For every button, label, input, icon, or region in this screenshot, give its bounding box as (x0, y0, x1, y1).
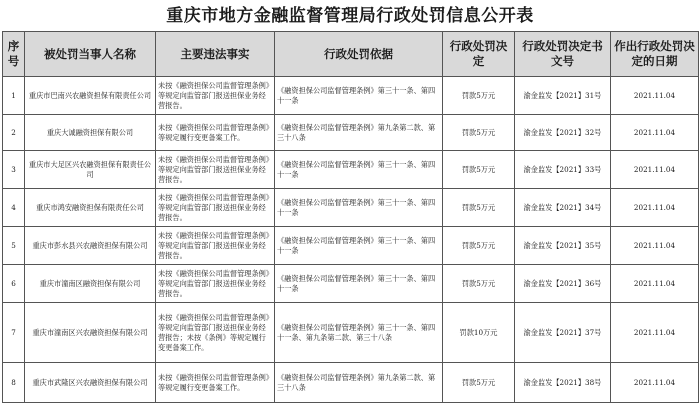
cell-penalty-decision: 罚款10万元 (443, 303, 515, 363)
table-row (3, 227, 699, 265)
cell-document-number: 渝金监发【2021】34号 (515, 189, 611, 227)
cell-party-name: 重庆市潼南区融资担保有限公司 (25, 265, 156, 303)
cell-violation-facts: 未按《融资担保公司监督管理条例》等规定向监管部门报送担保业务经营报告。 (156, 77, 275, 115)
cell-violation-facts: 未按《融资担保公司监督管理条例》等规定向监管部门报送担保业务经营报告。 (156, 151, 275, 189)
table-row (3, 363, 699, 403)
cell-penalty-decision: 罚款5万元 (443, 151, 515, 189)
cell-document-number: 渝金监发【2021】38号 (515, 363, 611, 403)
cell-penalty-basis: 《融资担保公司监督管理条例》第三十一条、第四十一条 (275, 189, 443, 227)
cell-decision-date: 2021.11.04 (611, 265, 699, 303)
table-row (3, 189, 699, 227)
cell-penalty-basis: 《融资担保公司监督管理条例》第三十一条、第四十一条 (275, 151, 443, 189)
cell-party-name: 重庆市鸿安融资担保有限责任公司 (25, 189, 156, 227)
cell-penalty-basis: 《融资担保公司监督管理条例》第三十一条、第四十一条、第九条第二款、第三十八条 (275, 303, 443, 363)
cell-decision-date: 2021.11.04 (611, 189, 699, 227)
cell-decision-date: 2021.11.04 (611, 303, 699, 363)
cell-violation-facts: 未按《融资担保公司监督管理条例》等规定向监管部门报送担保业务经营报告。 (156, 265, 275, 303)
cell-decision-date: 2021.11.04 (611, 363, 699, 403)
cell-party-name: 重庆市潼南区兴农融资担保有限公司 (25, 303, 156, 363)
cell-penalty-decision: 罚款5万元 (443, 265, 515, 303)
table-row (3, 151, 699, 189)
header-penalty-decision: 行政处罚决定 (443, 32, 515, 77)
cell-party-name: 重庆市大足区兴农融资担保有限责任公司 (25, 151, 156, 189)
cell-violation-facts: 未按《融资担保公司监督管理条例》等规定向监管部门报送担保业务经营报告；未按《条例》等规定履行变更备案工作。 (156, 303, 275, 363)
cell-penalty-decision: 罚款5万元 (443, 363, 515, 403)
cell-penalty-decision: 罚款5万元 (443, 115, 515, 151)
cell-decision-date: 2021.11.04 (611, 115, 699, 151)
cell-violation-facts: 未按《融资担保公司监督管理条例》等规定向监管部门报送担保业务经营报告。 (156, 189, 275, 227)
cell-party-name: 重庆市武隆区兴农融资担保有限公司 (25, 363, 156, 403)
cell-serial: 5 (3, 227, 25, 265)
cell-decision-date: 2021.11.04 (611, 77, 699, 115)
cell-penalty-basis: 《融资担保公司监督管理条例》第三十一条、第四十一条 (275, 227, 443, 265)
cell-document-number: 渝金监发【2021】33号 (515, 151, 611, 189)
cell-penalty-decision: 罚款5万元 (443, 189, 515, 227)
cell-violation-facts: 未按《融资担保公司监督管理条例》等规定履行变更备案工作。 (156, 363, 275, 403)
cell-penalty-basis: 《融资担保公司监督管理条例》第九条第二款、第三十八条 (275, 363, 443, 403)
cell-document-number: 渝金监发【2021】37号 (515, 303, 611, 363)
header-decision-date: 作出行政处罚决定的日期 (611, 32, 699, 77)
cell-document-number: 渝金监发【2021】32号 (515, 115, 611, 151)
cell-penalty-basis: 《融资担保公司监督管理条例》第九条第二款、第三十八条 (275, 115, 443, 151)
cell-serial: 7 (3, 303, 25, 363)
cell-serial: 1 (3, 77, 25, 115)
cell-penalty-decision: 罚款5万元 (443, 227, 515, 265)
table-row (3, 265, 699, 303)
header-document-number: 行政处罚决定书文号 (515, 32, 611, 77)
cell-penalty-basis: 《融资担保公司监督管理条例》第三十一条、第四十一条 (275, 77, 443, 115)
document-title: 重庆市地方金融监督管理局行政处罚信息公开表 (166, 6, 534, 26)
cell-document-number: 渝金监发【2021】31号 (515, 77, 611, 115)
cell-penalty-decision: 罚款5万元 (443, 77, 515, 115)
cell-serial: 8 (3, 363, 25, 403)
cell-serial: 3 (3, 151, 25, 189)
cell-serial: 2 (3, 115, 25, 151)
header-violation-facts: 主要违法事实 (156, 32, 275, 77)
cell-document-number: 渝金监发【2021】35号 (515, 227, 611, 265)
header-serial: 序号 (3, 32, 25, 77)
cell-document-number: 渝金监发【2021】36号 (515, 265, 611, 303)
header-row (3, 32, 699, 77)
cell-party-name: 重庆市彭水县兴农融资担保有限公司 (25, 227, 156, 265)
cell-serial: 6 (3, 265, 25, 303)
penalty-table (2, 31, 699, 403)
cell-decision-date: 2021.11.04 (611, 227, 699, 265)
cell-serial: 4 (3, 189, 25, 227)
cell-party-name: 重庆市巴南兴农融资担保有限责任公司 (25, 77, 156, 115)
header-party-name: 被处罚当事人名称 (25, 32, 156, 77)
cell-decision-date: 2021.11.04 (611, 151, 699, 189)
header-penalty-basis: 行政处罚依据 (275, 32, 443, 77)
cell-penalty-basis: 《融资担保公司监督管理条例》第三十一条、第四十一条 (275, 265, 443, 303)
cell-violation-facts: 未按《融资担保公司监督管理条例》等规定向监管部门报送担保业务经营报告。 (156, 227, 275, 265)
table-row (3, 115, 699, 151)
table-row (3, 303, 699, 363)
table-row (3, 77, 699, 115)
cell-party-name: 重庆大诚融资担保有限公司 (25, 115, 156, 151)
cell-violation-facts: 未按《融资担保公司监督管理条例》等规定履行变更备案工作。 (156, 115, 275, 151)
